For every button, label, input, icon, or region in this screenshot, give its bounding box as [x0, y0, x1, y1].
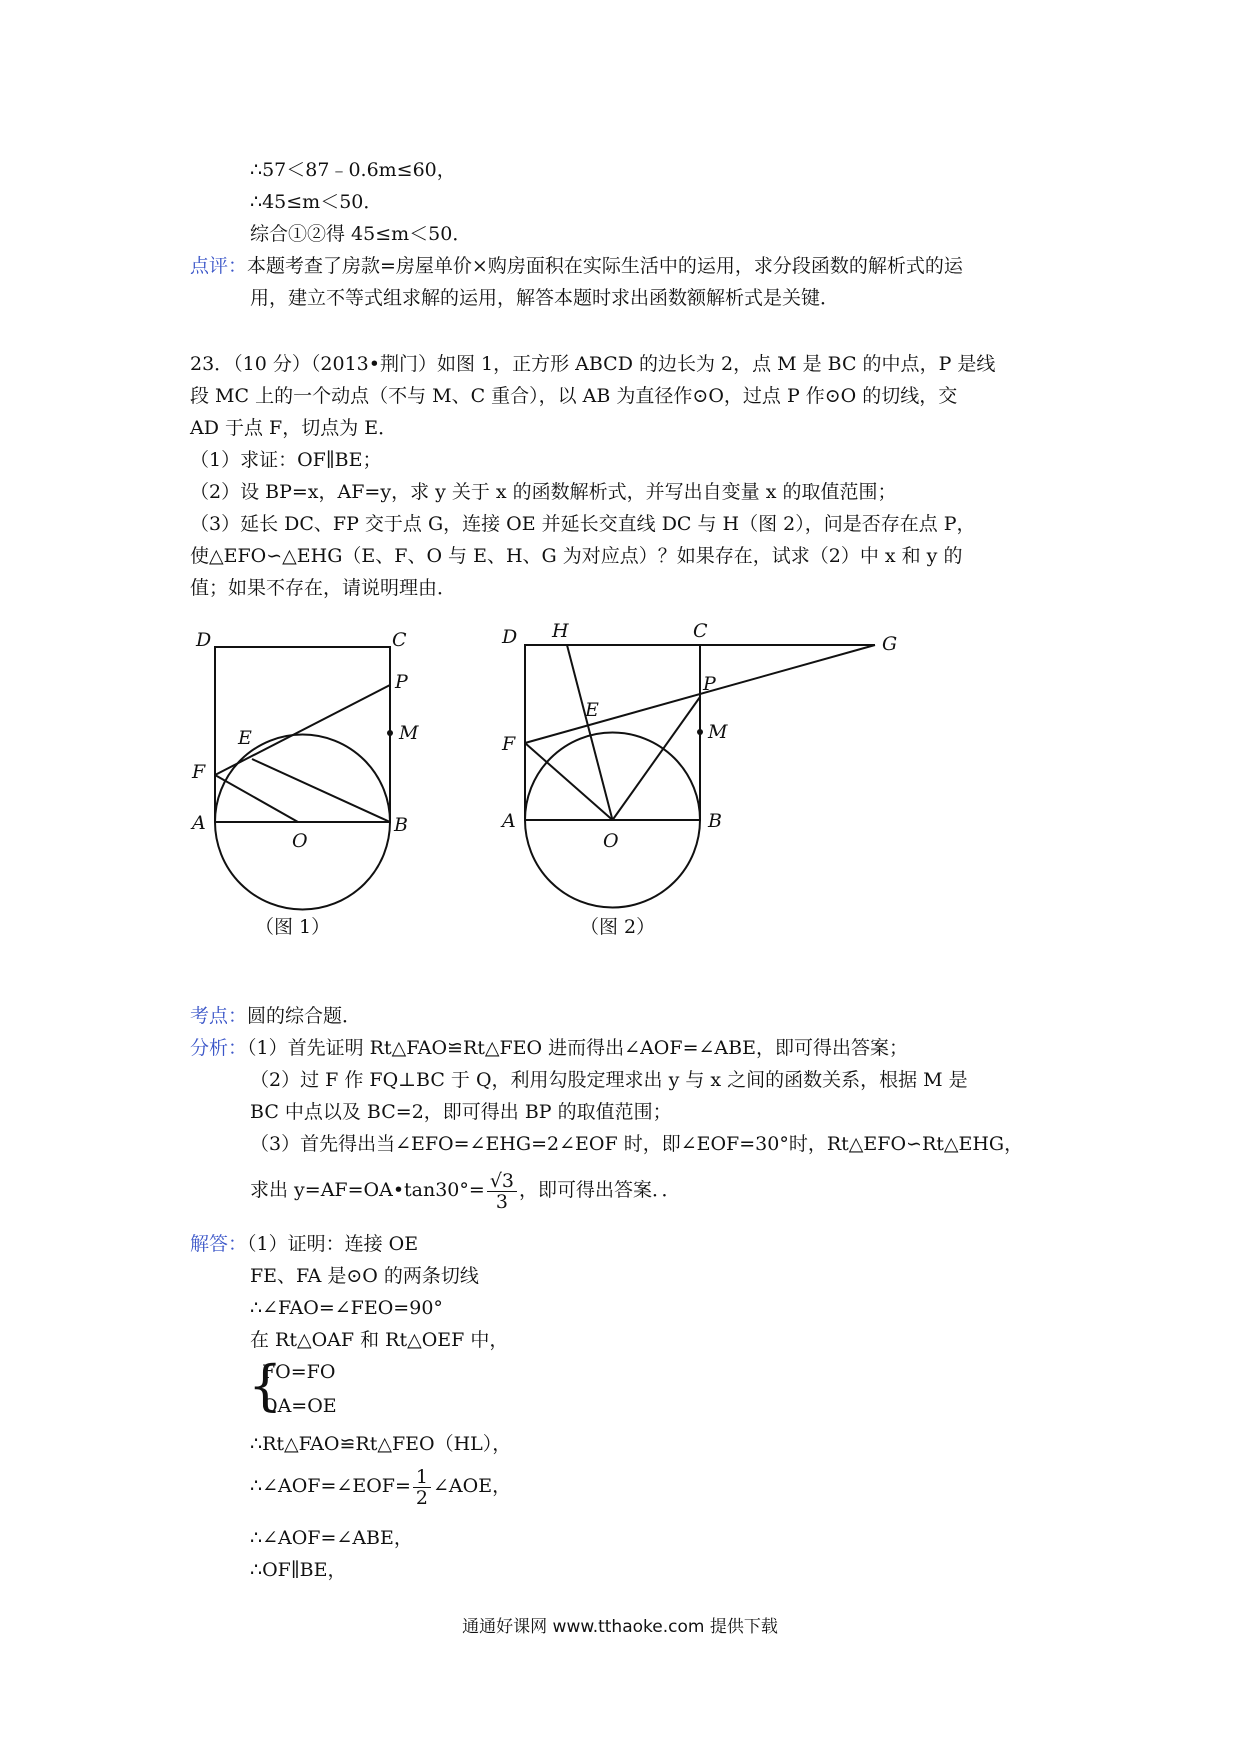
page-footer: 通通好课网 www.tthaoke.com 提供下载 [462, 1617, 778, 1637]
jieda-text: ∠AOE， [432, 1475, 512, 1497]
fig2-label-g: G [882, 633, 898, 655]
fraction-numerator: 1 [413, 1467, 431, 1488]
jieda-line: ∴Rt△FAO≌Rt△FEO（HL）， [250, 1433, 512, 1455]
fraction [487, 1171, 517, 1212]
fig1-label-o: O [292, 830, 308, 852]
jieda-line [190, 1232, 418, 1256]
problem-line: 23．（10 分）（2013•荆门）如图 1，正方形 ABCD 的边长为 2，点 M 是 BC 的中点，P 是线 [190, 353, 996, 375]
problem-line: 值；如果不存在，请说明理由． [190, 577, 457, 599]
problem-line: 段 MC 上的一个动点（不与 M、C 重合），以 AB 为直径作⊙O，过点 P 作⊙O 的切线，交 [190, 385, 958, 407]
problem-line: AD 于点 F，切点为 E． [190, 417, 398, 439]
jieda-line: 在 Rt△OAF 和 Rt△OEF 中， [250, 1329, 509, 1351]
fig2-label-e: E [585, 699, 599, 721]
fig1-label-p: P [395, 671, 408, 693]
fig2-label-f: F [502, 733, 516, 755]
fig2-label-p: P [703, 673, 716, 695]
fraction [413, 1467, 431, 1508]
comment-text: 本题考查了房款=房屋单价×购房面积在实际生活中的运用，求分段函数的解析式的运 [247, 255, 963, 277]
figure-2 [490, 610, 920, 920]
fig1-label-d: D [196, 629, 212, 651]
comment-line: 用，建立不等式组求解的运用，解答本题时求出函数额解析式是关键． [250, 287, 840, 309]
fig2-label-d: D [502, 626, 518, 648]
fenxi-text: 求出 y=AF=OA•tan30°= [250, 1179, 485, 1201]
fig2-label-a: A [502, 810, 516, 832]
figure-1 [180, 620, 440, 920]
fig1-segment-fo [215, 775, 298, 822]
jieda-tag: 解答： [190, 1233, 248, 1255]
jieda-line: ∴∠FAO=∠FEO=90° [250, 1297, 443, 1319]
problem-line: （1）求证：OF∥BE； [190, 449, 382, 471]
fraction-denominator: 3 [495, 1190, 508, 1213]
figure-1-caption: （图 1） [255, 916, 331, 938]
fig1-label-f: F [192, 761, 206, 783]
fig2-label-o: O [603, 830, 619, 852]
comment-line [190, 254, 963, 278]
fig2-label-c: C [693, 620, 708, 642]
fig1-segment-be [252, 759, 390, 822]
text-line: ∴45≤m＜50． [250, 191, 383, 213]
kaodian-line [190, 1004, 361, 1028]
fig2-label-m: M [708, 721, 728, 743]
fenxi-line: （2）过 F 作 FQ⊥BC 于 Q，利用勾股定理求出 y 与 x 之间的函数关系，根据 M 是 [250, 1069, 968, 1091]
equation-system [248, 1356, 388, 1426]
brace-symbol: { [248, 1354, 283, 1417]
jieda-line: FE、FA 是⊙O 的两条切线 [250, 1265, 479, 1287]
problem-line: （3）延长 DC、FP 交于点 G，连接 OE 并延长交直线 DC 与 H（图 2），问是否存在点 P， [190, 513, 976, 535]
fig2-line-fo [525, 743, 613, 820]
problem-line: 使△EFO∽△EHG（E、F、O 与 E、H、G 为对应点）？如果存在，试求（2）中 x 和 y 的 [190, 545, 963, 567]
fenxi-tag: 分析： [190, 1037, 248, 1059]
text-line: ∴57＜87﹣0.6m≤60， [250, 159, 456, 181]
fig2-point-m [697, 729, 703, 735]
fraction-numerator: √3 [487, 1171, 517, 1192]
fig1-label-b: B [394, 814, 408, 836]
kaodian-text: 圆的综合题． [247, 1005, 362, 1027]
jieda-text: （1）证明：连接 OE [247, 1233, 419, 1255]
jieda-line: ∴OF∥BE， [250, 1559, 347, 1581]
fenxi-line: BC 中点以及 BC=2，即可得出 BP 的取值范围； [250, 1101, 672, 1123]
fenxi-line [250, 1168, 681, 1212]
fraction-denominator: 2 [415, 1486, 428, 1509]
equation-line: OA=OE [262, 1395, 337, 1417]
fenxi-text: （1）首先证明 Rt△FAO≌Rt△FEO 进而得出∠AOF=∠ABE，即可得出答案； [247, 1037, 908, 1059]
fig2-label-h: H [552, 620, 569, 642]
jieda-text: ∴∠AOF=∠EOF= [250, 1475, 411, 1497]
fig1-point-m [387, 730, 393, 736]
kaodian-tag: 考点： [190, 1005, 248, 1027]
problem-line: （2）设 BP=x，AF=y，求 y 关于 x 的函数解析式，并写出自变量 x 的取值范围； [190, 481, 897, 503]
fenxi-line: （3）首先得出当∠EFO=∠EHG=2∠EOF 时，即∠EOF=30°时，Rt△EFO∽Rt△EHG， [250, 1133, 1024, 1155]
text-line: 综合①②得 45≤m＜50． [250, 223, 472, 245]
fig1-label-e: E [238, 727, 252, 749]
figure-2-caption: （图 2） [580, 916, 656, 938]
jieda-line: ∴∠AOF=∠ABE， [250, 1527, 413, 1549]
fig1-label-c: C [392, 629, 407, 651]
equation-line: FO=FO [262, 1361, 336, 1383]
comment-tag: 点评： [190, 255, 248, 277]
fig2-label-b: B [708, 810, 722, 832]
fig1-label-m: M [399, 722, 419, 744]
fenxi-line [190, 1036, 908, 1060]
fig1-label-a: A [192, 812, 206, 834]
jieda-line [250, 1464, 511, 1508]
fenxi-text: ，即可得出答案．． [519, 1179, 681, 1201]
